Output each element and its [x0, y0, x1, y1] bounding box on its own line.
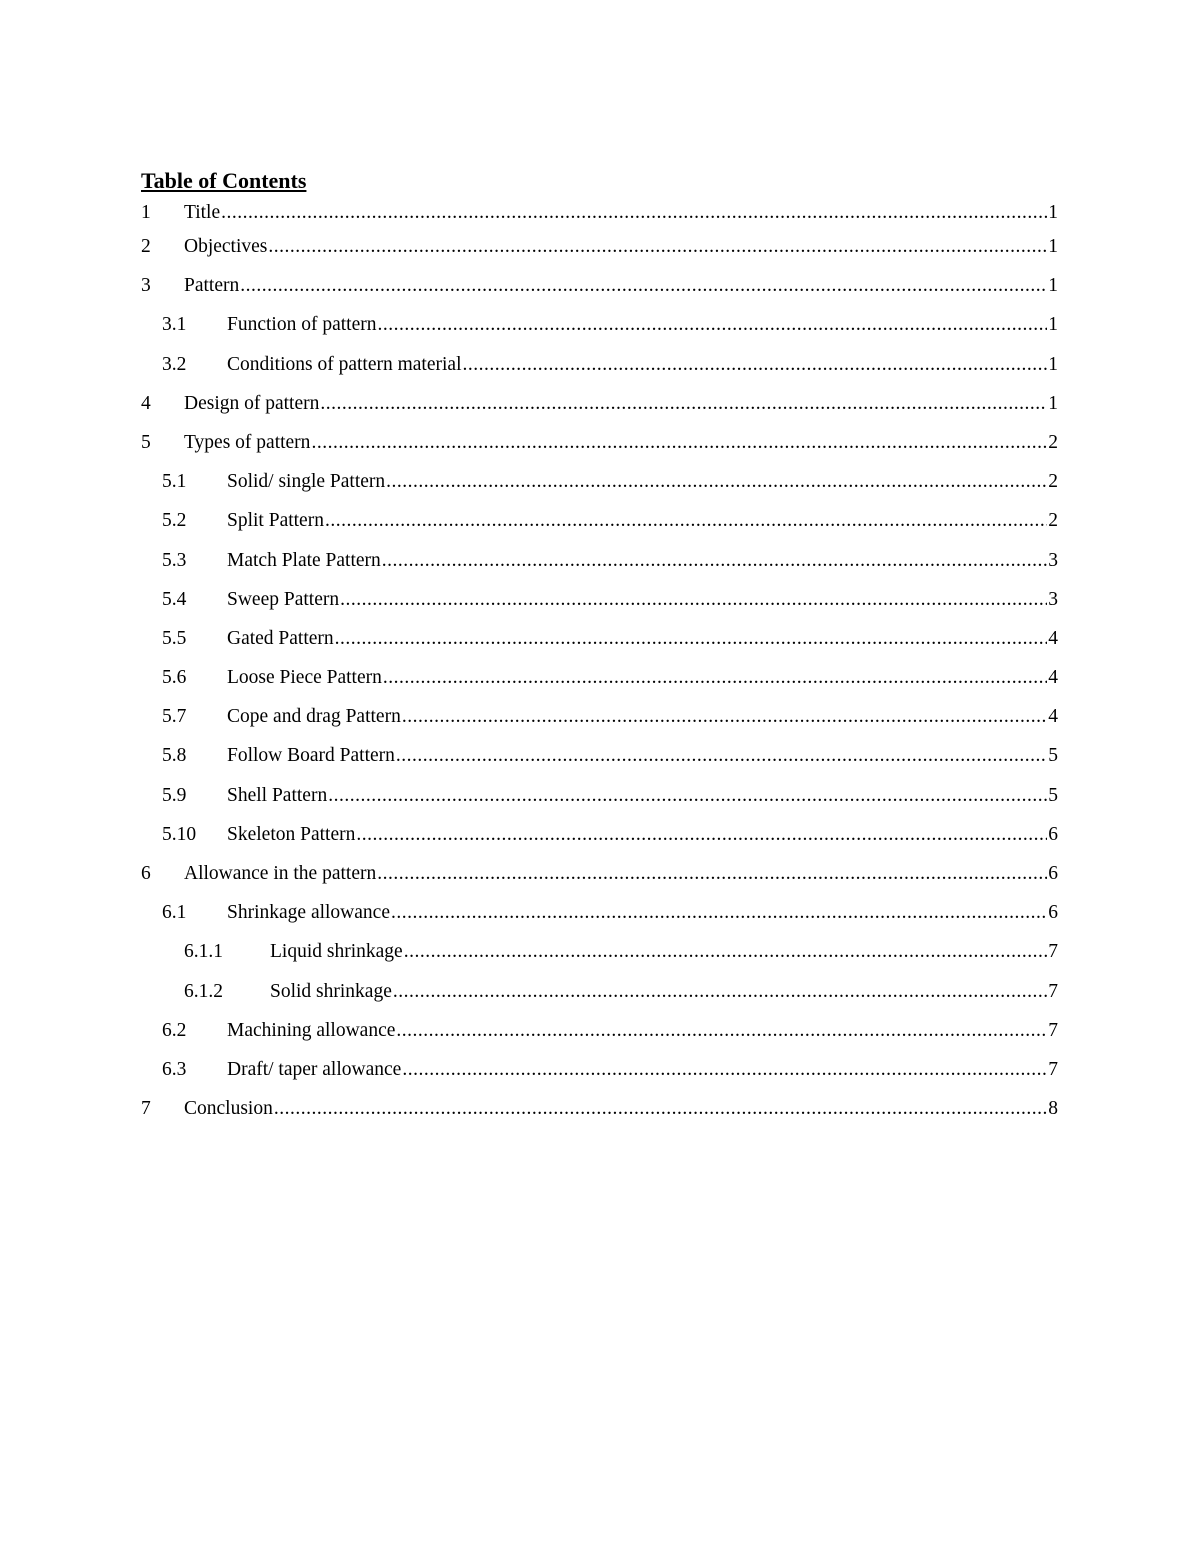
toc-entry-page-number: 6 — [1048, 823, 1058, 845]
toc-entry-title: Liquid shrinkage — [270, 941, 403, 963]
toc-dot-leader — [335, 622, 1048, 656]
toc-entry-title: Conditions of pattern material — [227, 353, 462, 375]
toc-entry[interactable] — [141, 857, 1058, 896]
toc-entry[interactable] — [141, 230, 1058, 269]
toc-dot-leader — [382, 544, 1047, 578]
toc-entry-number: 3 — [141, 275, 151, 297]
toc-entry[interactable] — [141, 896, 1058, 935]
toc-entry-title: Match Plate Pattern — [227, 549, 381, 571]
toc-entry[interactable] — [141, 1092, 1058, 1131]
toc-entry-title: Cope and drag Pattern — [227, 706, 401, 728]
toc-entry[interactable] — [141, 465, 1058, 504]
toc-entry-number: 5.8 — [162, 745, 187, 767]
toc-entry-page-number: 7 — [1048, 941, 1058, 963]
toc-entry-number: 6.2 — [162, 1019, 187, 1041]
toc-entry[interactable] — [141, 504, 1058, 543]
toc-dot-leader — [396, 1014, 1047, 1048]
toc-entry-page-number: 3 — [1048, 588, 1058, 610]
toc-entry-title: Skeleton Pattern — [227, 823, 356, 845]
toc-entry-page-number: 2 — [1048, 510, 1058, 532]
toc-entry-title: Title — [184, 202, 221, 223]
toc-dot-leader — [383, 661, 1047, 695]
toc-dot-leader — [311, 426, 1047, 460]
toc-entry[interactable] — [141, 544, 1058, 583]
toc-dot-leader — [328, 779, 1047, 813]
toc-entry-title: Loose Piece Pattern — [227, 667, 382, 689]
toc-list — [141, 196, 1058, 1131]
toc-dot-leader — [377, 308, 1047, 342]
toc-entry[interactable] — [141, 818, 1058, 857]
toc-entry-title: Pattern — [184, 275, 240, 297]
toc-entry-number: 6.1 — [162, 902, 187, 924]
toc-entry-title: Design of pattern — [184, 392, 320, 414]
toc-entry-page-number: 2 — [1048, 431, 1058, 453]
toc-entry[interactable] — [141, 196, 1058, 230]
toc-entry-number: 3.2 — [162, 353, 187, 375]
toc-entry-number: 3.1 — [162, 314, 187, 336]
toc-entry-page-number: 2 — [1048, 471, 1058, 493]
toc-entry-page-number: 3 — [1048, 549, 1058, 571]
toc-entry-number: 5.5 — [162, 627, 187, 649]
toc-dot-leader — [240, 269, 1047, 303]
toc-entry[interactable] — [141, 779, 1058, 818]
toc-dot-leader — [391, 896, 1047, 930]
toc-entry[interactable] — [141, 1014, 1058, 1053]
toc-entry-number: 5.1 — [162, 471, 187, 493]
toc-entry[interactable] — [141, 308, 1058, 347]
toc-entry-number: 6.1.2 — [184, 980, 223, 1002]
toc-entry[interactable] — [141, 622, 1058, 661]
toc-dot-leader — [221, 196, 1047, 230]
toc-dot-leader — [402, 700, 1047, 734]
toc-entry-title: Machining allowance — [227, 1019, 396, 1041]
toc-entry-page-number: 5 — [1048, 784, 1058, 806]
toc-entry-title: Solid shrinkage — [270, 980, 392, 1002]
toc-entry[interactable] — [141, 975, 1058, 1014]
toc-entry-title: Conclusion — [184, 1098, 273, 1120]
toc-entry[interactable] — [141, 348, 1058, 387]
toc-entry-title: Types of pattern — [184, 431, 311, 453]
toc-entry-number: 5 — [141, 431, 151, 453]
toc-dot-leader — [340, 583, 1047, 617]
toc-entry[interactable] — [141, 426, 1058, 465]
toc-entry-number: 1 — [141, 202, 151, 223]
toc-entry-number: 4 — [141, 392, 151, 414]
toc-dot-leader — [404, 935, 1048, 969]
toc-entry-number: 5.4 — [162, 588, 187, 610]
toc-entry-title: Split Pattern — [227, 510, 324, 532]
toc-entry-page-number: 7 — [1048, 1019, 1058, 1041]
toc-entry-page-number: 1 — [1048, 275, 1058, 297]
toc-entry-number: 6.1.1 — [184, 941, 223, 963]
toc-entry-page-number: 5 — [1048, 745, 1058, 767]
toc-entry-page-number: 1 — [1048, 236, 1058, 257]
toc-entry[interactable] — [141, 269, 1058, 308]
toc-entry-page-number: 4 — [1048, 706, 1058, 728]
toc-entry-page-number: 1 — [1048, 353, 1058, 375]
toc-entry-number: 5.6 — [162, 667, 187, 689]
toc-entry-title: Objectives — [184, 236, 268, 257]
toc-entry[interactable] — [141, 935, 1058, 974]
toc-entry-title: Solid/ single Pattern — [227, 471, 386, 493]
toc-entry-page-number: 8 — [1048, 1098, 1058, 1120]
toc-entry-number: 5.2 — [162, 510, 187, 532]
toc-entry-title: Follow Board Pattern — [227, 745, 395, 767]
toc-dot-leader — [325, 504, 1047, 538]
toc-entry-page-number: 7 — [1048, 980, 1058, 1002]
toc-entry-page-number: 1 — [1048, 202, 1058, 223]
toc-heading: Table of Contents — [141, 168, 307, 193]
toc-entry-title: Gated Pattern — [227, 627, 334, 649]
toc-entry-page-number: 4 — [1048, 627, 1058, 649]
toc-entry-page-number: 7 — [1048, 1058, 1058, 1080]
toc-entry-title: Draft/ taper allowance — [227, 1058, 402, 1080]
toc-entry-page-number: 1 — [1048, 314, 1058, 336]
toc-dot-leader — [356, 818, 1047, 852]
toc-entry-number: 5.7 — [162, 706, 187, 728]
toc-dot-leader — [377, 857, 1047, 891]
toc-dot-leader — [268, 230, 1047, 264]
toc-dot-leader — [274, 1092, 1047, 1126]
toc-entry-number: 6 — [141, 863, 151, 884]
toc-dot-leader — [393, 975, 1047, 1009]
toc-entry-page-number: 4 — [1048, 667, 1058, 689]
toc-entry-page-number: 6 — [1048, 902, 1058, 924]
toc-dot-leader — [396, 739, 1047, 773]
toc-entry[interactable] — [141, 387, 1058, 426]
toc-dot-leader — [463, 348, 1048, 382]
toc-entry-title: Function of pattern — [227, 314, 377, 336]
toc-entry-number: 5.9 — [162, 784, 187, 806]
toc-dot-leader — [402, 1053, 1047, 1087]
toc-entry-number: 5.10 — [162, 823, 197, 845]
table-of-contents — [141, 166, 1058, 1131]
toc-entry[interactable] — [141, 661, 1058, 700]
toc-entry-title: Shell Pattern — [227, 784, 328, 806]
toc-entry-title: Sweep Pattern — [227, 588, 340, 610]
toc-entry-number: 5.3 — [162, 549, 187, 571]
toc-dot-leader — [320, 387, 1047, 421]
toc-entry-title: Shrinkage allowance — [227, 902, 390, 924]
toc-entry[interactable] — [141, 583, 1058, 622]
toc-entry-number: 7 — [141, 1098, 151, 1120]
toc-entry-number: 2 — [141, 236, 151, 257]
toc-entry-page-number: 1 — [1048, 392, 1058, 414]
toc-dot-leader — [386, 465, 1047, 499]
toc-entry[interactable] — [141, 1053, 1058, 1092]
toc-entry[interactable] — [141, 700, 1058, 739]
toc-entry[interactable] — [141, 739, 1058, 778]
toc-entry-page-number: 6 — [1048, 863, 1058, 884]
toc-entry-title: Allowance in the pattern — [184, 863, 377, 884]
toc-entry-number: 6.3 — [162, 1058, 187, 1080]
